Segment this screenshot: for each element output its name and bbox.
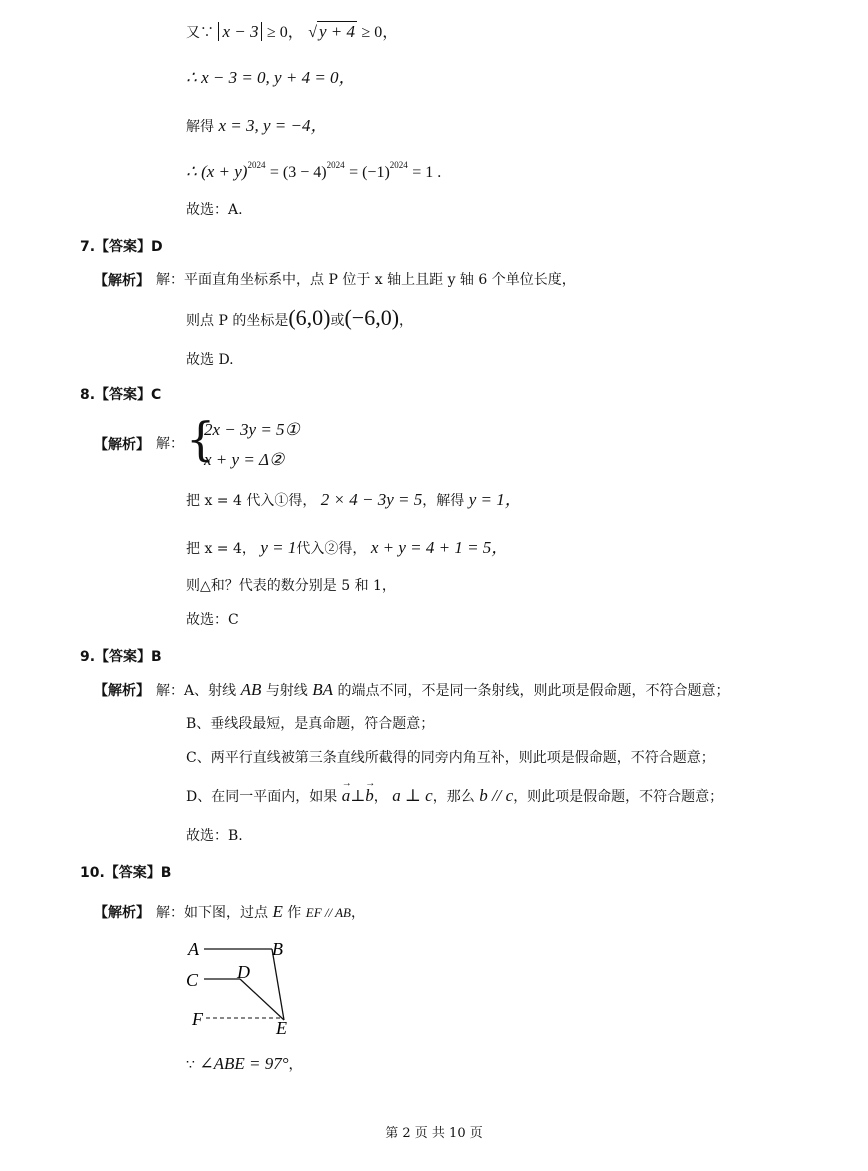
q9-line-3: C、两平行直线被第三条直线所截得的同旁内角互补，则此项是假命题，不符合题意； xyxy=(186,750,715,766)
q9-answer-heading: 9.【答案】B xyxy=(80,649,162,665)
q9-line-5: 故选：B. xyxy=(186,828,243,844)
q9-line-1: 解：A、射线 AB 与射线 BA 的端点不同，不是同一条射线，则此项是假命题，不符合题意； xyxy=(156,680,730,699)
label-b: B xyxy=(272,939,283,959)
q9-line-4: D、在同一平面内，如果 → a⊥→ b， a ⊥ c，那么 b // c，则此项是假命题，不符合题意； xyxy=(186,786,723,807)
q6-line-3: 解得 x = 3, y = −4， xyxy=(186,116,328,135)
q7-line-1: 解：平面直角坐标系中，点 P 位于 x 轴上且距 y 轴 6 个单位长度， xyxy=(156,272,576,288)
q7-analysis-label: 【解析】 xyxy=(94,273,150,289)
equation-1: 2x − 3y = 5① xyxy=(204,420,300,439)
q8-analysis-label: 【解析】 xyxy=(94,437,150,453)
q6-line-4: ∴ $(x + y)^{2024} = (3 - 4)^{2024} = (-1)^{2024} = 1$ . xyxy=(186,160,442,181)
label-c: C xyxy=(186,970,199,990)
q10-line-2: ∵ ∠ABE = 97°， xyxy=(186,1054,303,1073)
label-a: A xyxy=(188,939,199,959)
label-d: D xyxy=(237,962,250,982)
segment-de xyxy=(240,979,284,1020)
geometry-figure xyxy=(0,934,868,1044)
q6-line-2: ∴ x − 3 = 0, y + 4 = 0， xyxy=(186,68,356,87)
q8-line-2: 把 x = 4， y = 1代入②得， x + y = 4 + 1 = 5， xyxy=(186,538,509,557)
label-e: E xyxy=(276,1018,287,1038)
q7-line-3: 故选 D. xyxy=(186,352,234,368)
sqrt-expression: y + 4 xyxy=(318,22,355,41)
q8-line-4: 故选：C xyxy=(186,612,239,628)
segment-be xyxy=(272,949,284,1020)
q7-answer-heading: 7.【答案】D xyxy=(80,239,163,255)
label-f: F xyxy=(192,1009,203,1029)
q9-analysis-label: 【解析】 xyxy=(94,683,150,699)
q6-line-5: 故选：A. xyxy=(186,202,243,218)
page-footer: 第 2 页 共 10 页 xyxy=(385,1126,483,1141)
q8-line-3: 则△和？代表的数分别是 5 和 1， xyxy=(186,578,396,594)
abs-expression: x − 3 xyxy=(218,22,262,41)
q8-answer-heading: 8.【答案】C xyxy=(80,387,162,403)
q10-line-1: 解：如下图，过点 E 作 EF // AB， xyxy=(156,902,366,921)
q10-answer-heading: 10.【答案】B xyxy=(80,865,172,881)
q10-analysis-label: 【解析】 xyxy=(94,905,150,921)
q7-line-2: 则点 P 的坐标是(6,0)或(−6,0)， xyxy=(186,305,414,330)
q9-line-2: B、垂线段最短，是真命题，符合题意； xyxy=(186,716,435,732)
equation-2: x + y = Δ② xyxy=(204,450,285,469)
system-brace: { xyxy=(186,412,216,466)
q6-line-1: 又∵ x − 3 ≥ 0， √ y + 4 ≥ 0， xyxy=(186,22,399,41)
q8-solution-prefix: 解： xyxy=(156,436,184,452)
q8-line-1: 把 x = 4 代入①得， 2 × 4 − 3y = 5，解得 y = 1， xyxy=(186,490,522,509)
